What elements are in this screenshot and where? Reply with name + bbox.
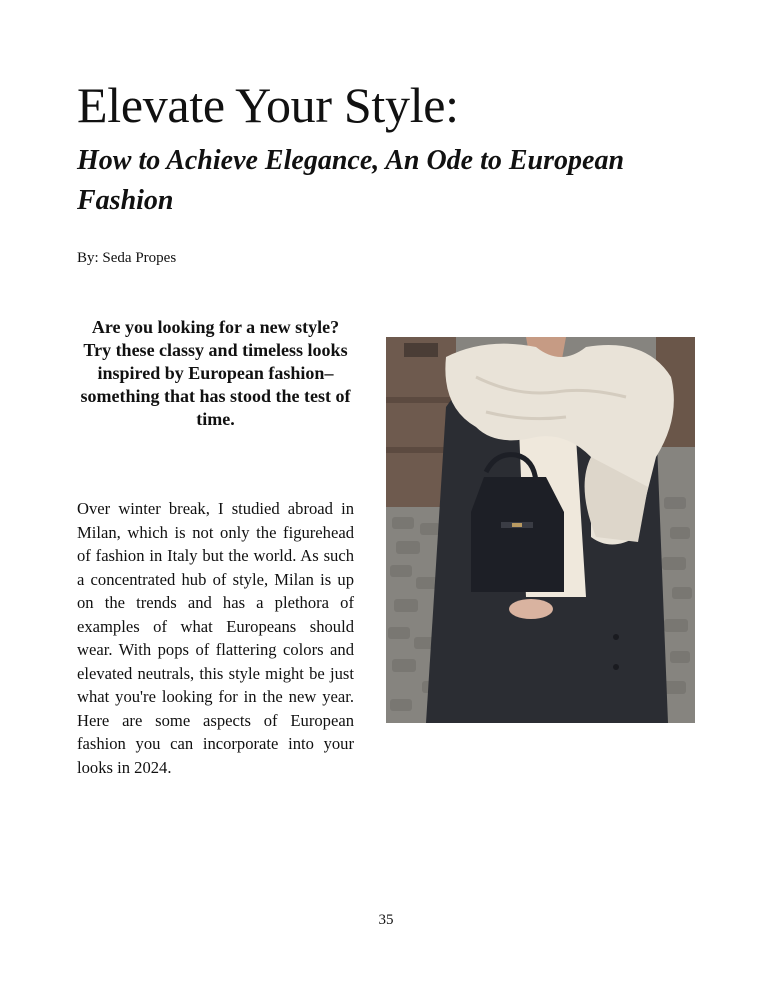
hand: [509, 599, 553, 619]
page-number: 35: [378, 912, 394, 928]
pull-quote: Are you looking for a new style? Try these classy and timeless looks inspired by European fashion–something that has stood the test of time.: [80, 317, 351, 429]
article-subtitle: How to Achieve Elegance, An Ode to European Fashion: [77, 145, 625, 216]
fashion-photo-illustration: [386, 337, 695, 723]
byline: By: Seda Propes: [77, 250, 177, 266]
fashion-photo: [386, 337, 695, 723]
handbag: [471, 477, 564, 592]
article-title: Elevate Your Style:: [77, 77, 459, 133]
article-body: Over winter break, I studied abroad in Milan, which is not only the figurehead of fashion in Italy but the world. As such a concentrated hub of style, Milan is up on the trends and has a plethora of examples of what Europeans should wear. With pops of flattering colors and elevated neutrals, this style might be just what you're looking for in the new year. Here are some aspects of European fashion you can incorporate into your looks in 2024.: [77, 499, 354, 777]
